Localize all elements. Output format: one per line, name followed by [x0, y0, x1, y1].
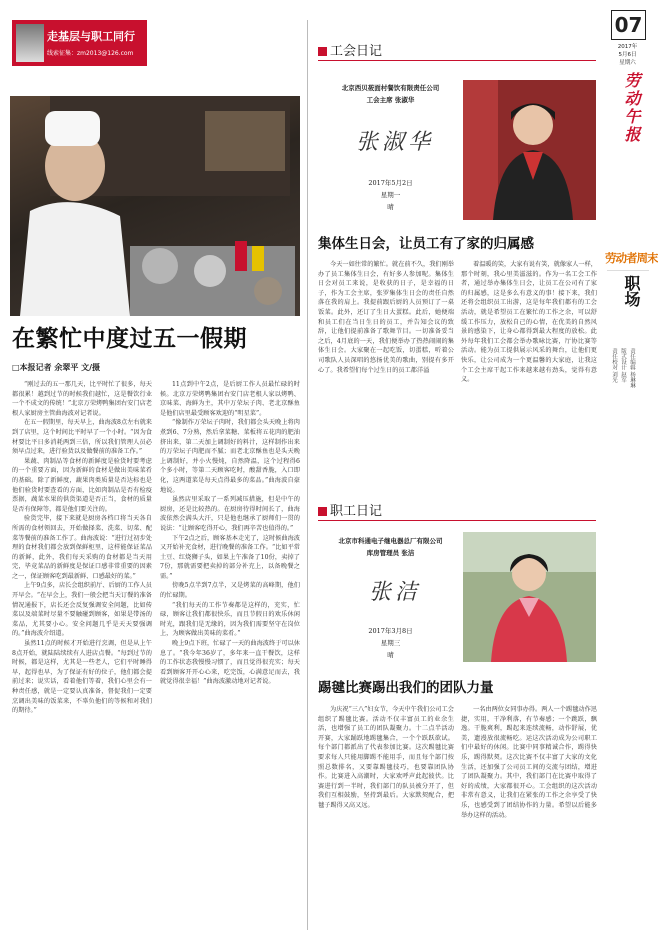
main-headline: 在繁忙中度过五一假期: [12, 326, 247, 352]
diary2-section-label: [318, 500, 382, 519]
diary2-date: 2017年3月8日: [368, 627, 413, 635]
subsection-title: 职场: [622, 275, 641, 307]
diary1-weather: 晴: [387, 203, 394, 211]
diary1-date: 2017年5月2日: [368, 179, 413, 187]
diary1-col2: [461, 260, 597, 470]
paragraph: “刚过去的五一那几天，比平时忙了很多，每天都很累！越到过节的时候我们越忙，这是餐饮行业一个不成文的传统！”北京万荣烤鸭集团右安门店老根人家厨房主管曲海波对记者说。: [12, 381, 152, 417]
paper-name-logo: 劳动午报: [622, 72, 641, 144]
diary1-rule: [318, 60, 596, 61]
paragraph: 虽然11点的时候才开始进行烹调，但是从上午8点开始，就陆陆续续有人进店点餐。“每到过节的时候，都是这样，尤其是一些老人，它们平时睡得早，起得也早，为了保证有好的位子，他们都会提前过来；说实话，看着他们等着，我们心里会有一种责任感，就是一定要认真准备，督促我们一定要烹调出美味的饭菜来，不辜负他们的等候和对我们的期待。”: [12, 640, 152, 715]
paragraph: 果蔬、肉制品等食材的新鲜度是验货时要考虑的一个重要方面，因为新鲜的食材是做出美味菜肴的基础。除了新鲜度，蔬果肉类质量是否达标也是他们验货时要查看的方面，比如肉制品是否有检疫票据，蔬菜水果的供货渠道是否正当，食材的质量是否有保障等，都是他们要关注的。: [12, 457, 152, 513]
diary1-weekday: 星期一: [380, 191, 401, 199]
staff-proofreader: 责任校对 刘光: [611, 348, 617, 383]
main-article-col2: [160, 380, 300, 930]
main-byline: □本报记者 余翠平 文/摄: [12, 363, 101, 372]
paragraph: 上午9点多，店长会组织前厅、后厨的工作人员开早会。“在早会上，我们一般会把当天订餐的准备情况通报下，店长还会反复强调安全问题，比如传菜以及端菜时尽量不要触碰到顾客，如果是带汤的菜品，尤其要小心。安全问题几乎是天天要强调的。”曲海波介绍道。: [12, 582, 152, 638]
staff-designer: 版式设计 赵军: [620, 348, 626, 383]
diary1-author-title: 工会主席 张淑华: [366, 96, 415, 104]
diary1-col1: [318, 260, 454, 470]
paragraph: “像制作万荣坛子肉时，我们都会头天晚上将肉煮到6、7分熟，然后拿菜糖、菜板将五花肉的肥油挤出来，第二天加上调制好的料汁，这样制作出来的万荣坛子肉肥而不腻；而老北京酥鱼也是头天晚上调制好，并小火慢炖，自然降温，这个过程得6个多小时，等第二天顾客吃时，酸甜香脆，入口即化，这两道菜是每天点得最多的菜品。”曲海波自豪地说。: [160, 419, 300, 494]
issue-date-year: 2017年: [617, 44, 638, 50]
banner-title: 走基层与职工同行: [47, 30, 135, 43]
section-label-text: 工会日记: [330, 44, 383, 59]
square-bullet-icon: [318, 47, 327, 56]
diary2-author-title: 库房管理员 张洁: [366, 549, 415, 557]
section-title: 劳动者周末: [605, 251, 658, 265]
diary2-photo: [463, 532, 596, 662]
chef-illustration: [10, 96, 300, 316]
paragraph: 晚上9点下班，忙碌了一天的曲海波终于可以休息了。“我今年36岁了，多年来一直干餐饮，这样的工作状态我慢慢习惯了，而且觉得很充实；每天看到顾客开开心心来，吃完饭，心满意足而去，我就觉得很幸福！”曲海波激动地对记者说。: [160, 640, 300, 686]
diary2-col1: [318, 705, 454, 930]
diary1-headline: 集体生日会，让员工有了家的归属感: [318, 236, 534, 252]
diary2-signature: 张洁: [368, 580, 421, 605]
portrait-woman-outdoor-illustration: [463, 532, 596, 662]
paragraph: 在五一假期里，每天早上，曲海波8点左右就来到了店里，这个时间比平时早了一个小时。“因为食材要比平日多消耗两到三倍，所以我们管理人员必须早点过来，进行验货以及做餐前的准备工作。”: [12, 419, 152, 456]
paragraph: 着温暖的笑，大家有说有笑，就像家人一样，那个时刻，我心里美滋滋的。作为一名工会工作者，通过举办集体生日会，让员工在公司有了家的归属感，这是多么有意义的事！接下来，我们还将会组织员工出游，这是每年我们都有的工会活动，就是希望员工在繁忙的工作之余，可以舒缓工作压力，放松自己的心情，在优美的自然风景的感染下，让身心都得到最大程度的放松。此外每年我们工会都会举办歌咏比赛，厅协比赛等活动。能为员工提供展示风采的舞台，让他们更快乐，让公司成为一个更温馨的大家庭，让我这个工会主席干起工作来越来越有劲头，觉得有意义。: [461, 261, 597, 384]
diary1-photo: [463, 80, 596, 220]
issue-weekday: 星期六: [619, 60, 636, 66]
staff-credits: [609, 348, 636, 428]
diary2-weather: 晴: [387, 651, 394, 659]
diary2-weekday: 星期三: [380, 639, 401, 647]
issue-date-day: 5月6日: [618, 52, 637, 58]
paragraph: 验货完毕，接下来就是厨房各档口将当天各自所需的食材领回去，开始做择菜、洗菜、切菜、配菜等餐前的准备工作了。曲海波说：“进行过初步处理的食材我们都会放到保鲜柜里，这样能保证菜品的新鲜，此外，我们每天采购的食材都是当天用完，毕竟菜品的新鲜度是保证口感非常重要的因素之一，保证顾客吃到最新鲜、口感最好的菜。”: [12, 515, 152, 580]
diary2-rule: [318, 520, 596, 521]
diary1-signature: 张淑华: [355, 130, 434, 155]
page-number: 07: [611, 10, 646, 40]
paragraph: 今天一如往常的繁忙。就在前不久，我们刚举办了员工集体生日会，有好多人参加呢。集体生日会对员工来说，是收获的日子，是幸福的日子，作为工会主席，张罗集体生日会的责任自然落在我的肩上。我提前跟后厨的人员预订了一桌饭菜。此外，还订了生日大蛋糕。此后，她便端和员工们在当日生日的员工，并告知会议的致辞，让他们提前准备了歌舞节目。一切准备妥当之后，4月底的一天，我们便举办了热热闹闹的集体生日会。大家聚在一起吃饭，切蛋糕，听着公司歌队人员深唱的悠扬优美的歌曲，别提有多开心了。我希望们每个过生日的员工都洋溢: [318, 261, 454, 374]
right-masthead: [603, 0, 658, 940]
main-photo: [10, 96, 300, 316]
main-article-col1: [12, 380, 152, 930]
diary2-author-org: 北京市科通电子继电器总厂有限公司: [338, 537, 443, 545]
square-bullet-icon: [318, 507, 327, 516]
paragraph: 虽然店里采取了一系列减压措施，但是中午的厨房，还是比较热的。在厨房待得时间长了，曲海波依然会满头大汗，只是他也继承了厨师们一贯的说法：“让顾客吃得开心，我们再辛苦也值得的。”: [160, 496, 300, 532]
diary1-section-label: [318, 40, 382, 59]
diary2-headline: 踢毽比赛踢出我们的团队力量: [318, 680, 494, 696]
paragraph: 11点到中午2点，是后厨工作人员最忙碌的时候。北京万荣烤鸭集团右安门店老根人家以烤鸭、京味菜、海鲜为主，其中万荣坛子肉、老北京酥鱼是他们店里最受顾客欢迎的“明星菜”。: [160, 381, 300, 417]
column-banner: [12, 20, 147, 66]
paragraph: 傍晚5点半到7点半，又是烤菜的高峰期，他们的忙碌期。: [160, 582, 300, 600]
banner-email: 线索征集：zm2013@126.com: [47, 50, 134, 57]
paragraph: 下午2点之后，顾客基本走光了，这时候曲海波又开始补充食材，进行晚餐的准备工作。“比如平常土豆、红烧狮子头，如果上午准备了10份，卖掉了7份，那就需要把卖掉的部分补充上，以备晚餐之需。”: [160, 534, 300, 580]
diary1-author-org: 北京西贝莜面村餐饮有限责任公司: [341, 84, 440, 92]
portrait-woman-illustration: [463, 80, 596, 220]
banner-photo: [16, 24, 44, 62]
staff-editor: 责任编辑 杨琳琳: [629, 348, 635, 389]
paragraph: “我们每天的工作节奏都是这样的，充实，忙碌，顾客让我们都很快乐，而且节假日的欢乐休闲时光，跟我们是无缘的，因为我们需要坚守在岗位上，为顾客做出美味的菜肴。”: [160, 601, 300, 638]
paragraph: 一名由两位女同事办得。两人一个踢毽动作迅捷，实用，干净利落，有节奏感；一个跳跃，飘逸。干脆爽利，踢起来连续流畅，动作舒展，优美，遗漫放很流畅吃。运这次活动成为公司职工们中最好的休闲。比赛中同事精诚合作，踢得快乐，踢得默契。这次比赛不仅丰富了大家的文化生活，还加强了公司员工间的交流与团结，增进了团队凝聚力。其中，我们部门在比赛中取得了好的成绩，大家都很开心。工会组织的这次活动非常有意义，让我们在紧张的工作之余享受了快乐，也感受到了团结协作的力量。希望以后能多举办这样的活动。: [461, 706, 597, 819]
diary2-col2: [461, 705, 597, 930]
paragraph: 为庆祝“三八”妇女节，今天中午我们公司工会组织了踢毽比赛。活动不仅丰富员工的业余生活，也增强了员工的团队凝聚力。十二点半活动开赛，大家踊跃地踢毽集合，一个个跃跃欲试。每个部门都派出了代表参加比赛。这次踢毽比赛要求每人只能用脚踢不能用手，而且每个部门按照总数排名，又要靠踢毽技巧，也要靠团队协作。比赛进入高潮时，大家欢呼声此起彼伏。比赛进行到一半时，我们部门的队员被分开了，但我们互相鼓励，坚持到最后。大家默契配合，把毽子踢得又高又远。: [318, 706, 454, 809]
section-label-text: 职工日记: [330, 504, 383, 519]
column-divider: [307, 20, 308, 930]
